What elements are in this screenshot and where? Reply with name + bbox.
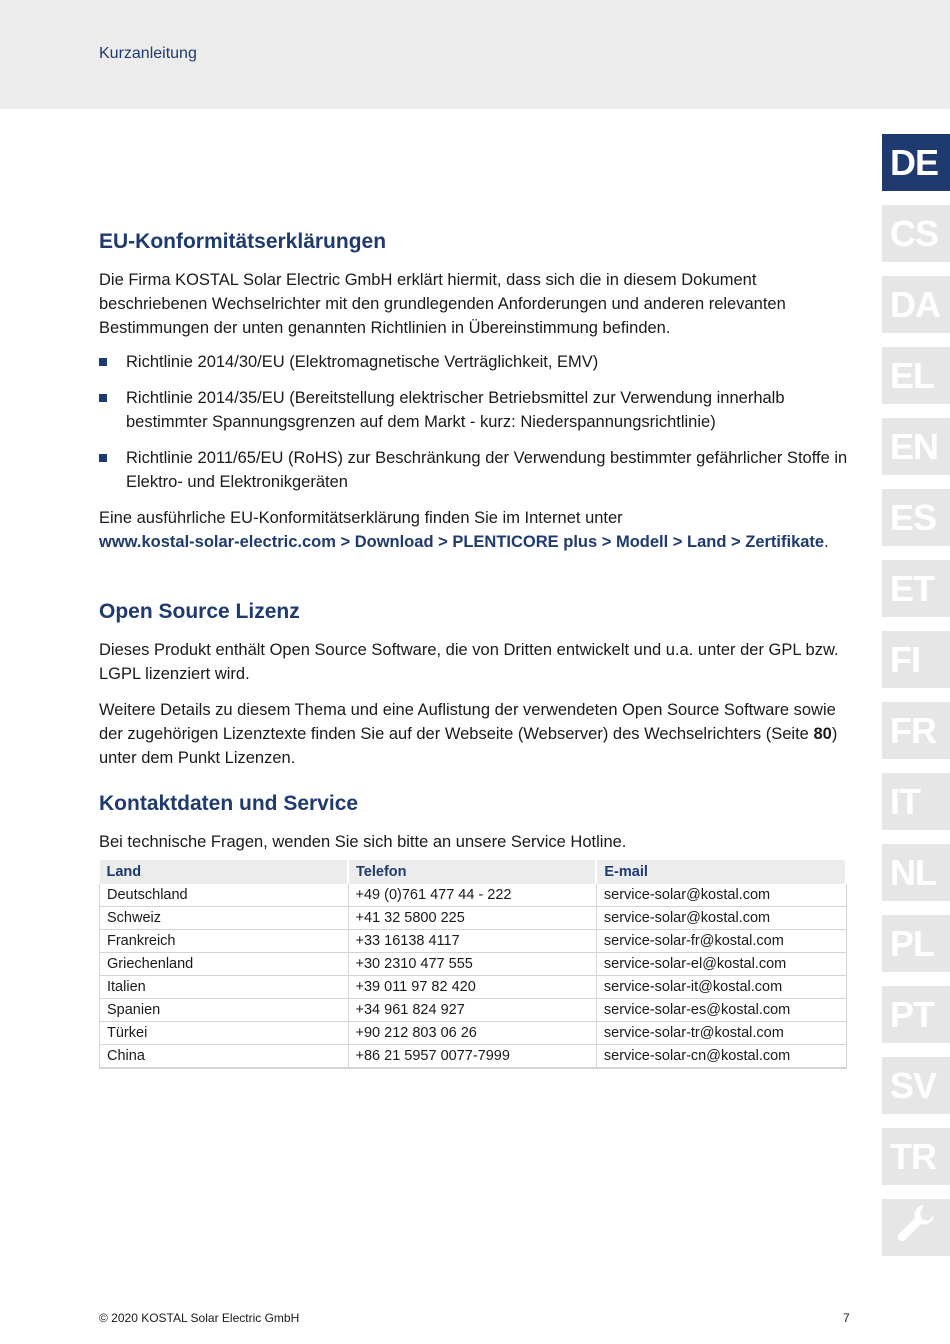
table-row — [100, 1045, 847, 1069]
lang-tab-de[interactable]: DE — [882, 134, 950, 191]
cell-phone: +49 (0)761 477 44 - 222 — [348, 884, 596, 907]
table-row — [100, 1022, 847, 1045]
cell-country: Deutschland — [100, 884, 349, 907]
list-item — [99, 446, 851, 494]
list-item — [99, 350, 851, 374]
lang-tab-et[interactable]: ET — [882, 560, 950, 617]
cell-email: service-solar@kostal.com — [596, 907, 846, 930]
lang-tab-cs[interactable]: CS — [882, 205, 950, 262]
cell-country: Frankreich — [100, 930, 349, 953]
download-link[interactable]: www.kostal-solar-electric.com > Download > PLENTICORE plus > Modell > Land > Zertifikate — [99, 533, 825, 551]
eu-intro: Die Firma KOSTAL Solar Electric GmbH erklärt hiermit, dass sich die in diesem Dokument beschriebenen Wechselrichter mit den grundlegenden Anforderungen und anderen relevanten Bestimmungen der unten genannten Richtlinien in Übereinstimmung befinden. — [99, 271, 786, 337]
column-header-telefon: Telefon — [348, 860, 596, 884]
directive-list — [99, 350, 851, 506]
declaration-link-paragraph — [99, 506, 851, 554]
lang-tab-fi[interactable]: FI — [882, 631, 950, 688]
cell-country: China — [100, 1045, 349, 1069]
lang-tab-es[interactable]: ES — [882, 489, 950, 546]
lang-tab-nl[interactable]: NL — [882, 844, 950, 901]
link-end: . — [824, 533, 829, 551]
wrench-icon — [894, 1201, 938, 1254]
contact-intro: Bei technische Fragen, wenden Sie sich bitte an unsere Service Hotline. — [99, 833, 627, 851]
eu-heading: EU-Konformitätserklärungen — [99, 230, 387, 253]
cell-email: service-solar-cn@kostal.com — [596, 1045, 846, 1069]
bullet-square-icon — [99, 454, 107, 462]
cell-email: service-solar-tr@kostal.com — [596, 1022, 846, 1045]
table-header-row — [100, 860, 847, 884]
table-row — [100, 907, 847, 930]
open-source-heading: Open Source Lizenz — [99, 600, 300, 623]
lang-tab-tool[interactable] — [882, 1199, 950, 1256]
cell-email: service-solar-es@kostal.com — [596, 999, 846, 1022]
table-row — [100, 953, 847, 976]
service-table — [99, 860, 847, 1069]
cell-email: service-solar@kostal.com — [596, 884, 846, 907]
column-header-land: Land — [100, 860, 349, 884]
table-row — [100, 930, 847, 953]
lang-tab-el[interactable]: EL — [882, 347, 950, 404]
cell-country: Türkei — [100, 1022, 349, 1045]
bullet-square-icon — [99, 394, 107, 402]
cell-email: service-solar-fr@kostal.com — [596, 930, 846, 953]
cell-country: Griechenland — [100, 953, 349, 976]
cell-email: service-solar-it@kostal.com — [596, 976, 846, 999]
bullet-square-icon — [99, 358, 107, 366]
table-row — [100, 976, 847, 999]
cell-country: Schweiz — [100, 907, 349, 930]
cell-country: Italien — [100, 976, 349, 999]
language-tabs — [882, 134, 950, 1270]
lang-tab-da[interactable]: DA — [882, 276, 950, 333]
lang-tab-en[interactable]: EN — [882, 418, 950, 475]
p2-text-after: ) unter dem Punkt Lizenzen. — [99, 725, 838, 767]
table-row — [100, 999, 847, 1022]
lang-tab-pt[interactable]: PT — [882, 986, 950, 1043]
cell-phone: +34 961 824 927 — [348, 999, 596, 1022]
column-header-email: E-mail — [596, 860, 846, 884]
lang-tab-tr[interactable]: TR — [882, 1128, 950, 1185]
cell-phone: +41 32 5800 225 — [348, 907, 596, 930]
lang-tab-it[interactable]: IT — [882, 773, 950, 830]
contact-heading: Kontaktdaten und Service — [99, 792, 359, 815]
cell-phone: +39 011 97 82 420 — [348, 976, 596, 999]
page-reference: 80 — [813, 725, 832, 743]
cell-phone: +90 212 803 06 26 — [348, 1022, 596, 1045]
list-item — [99, 386, 851, 434]
table-row — [100, 884, 847, 907]
page-number: 7 — [843, 1311, 850, 1325]
cell-country: Spanien — [100, 999, 349, 1022]
lang-tab-pl[interactable]: PL — [882, 915, 950, 972]
open-source-p2 — [99, 698, 851, 770]
lang-tab-sv[interactable]: SV — [882, 1057, 950, 1114]
list-item-text: Richtlinie 2014/30/EU (Elektromagnetische Verträglichkeit, EMV) — [126, 353, 599, 371]
cell-phone: +86 21 5957 0077-7999 — [348, 1045, 596, 1069]
p2-text-before: Weitere Details zu diesem Thema und eine Auflistung der verwendeten Open Source Software sowie der zugehörigen Lizenztexte finden Sie auf der Webseite (Webserver) des Wechselrichters (Seite — [99, 701, 836, 743]
cell-email: service-solar-el@kostal.com — [596, 953, 846, 976]
list-item-text: Richtlinie 2014/35/EU (Bereitstellung elektrischer Betriebsmittel zur Verwendung innerhalb bestimmter Spannungsgrenzen auf dem Markt - kurz: Niederspannungsrichtlinie) — [126, 389, 785, 431]
open-source-p1: Dieses Produkt enthält Open Source Software, die von Dritten entwickelt und u.a. unter der GPL bzw. LGPL lizenziert wird. — [99, 641, 839, 683]
header-title: Kurzanleitung — [99, 45, 197, 62]
footer-copyright: © 2020 KOSTAL Solar Electric GmbH — [99, 1311, 300, 1325]
link-intro: Eine ausführliche EU-Konformitätserklärung finden Sie im Internet unter — [99, 509, 623, 527]
cell-phone: +33 16138 4117 — [348, 930, 596, 953]
list-item-text: Richtlinie 2011/65/EU (RoHS) zur Beschränkung der Verwendung bestimmter gefährlicher Stoffe in Elektro- und Elektronikgeräten — [126, 449, 848, 491]
header-band — [0, 0, 950, 109]
cell-phone: +30 2310 477 555 — [348, 953, 596, 976]
lang-tab-fr[interactable]: FR — [882, 702, 950, 759]
